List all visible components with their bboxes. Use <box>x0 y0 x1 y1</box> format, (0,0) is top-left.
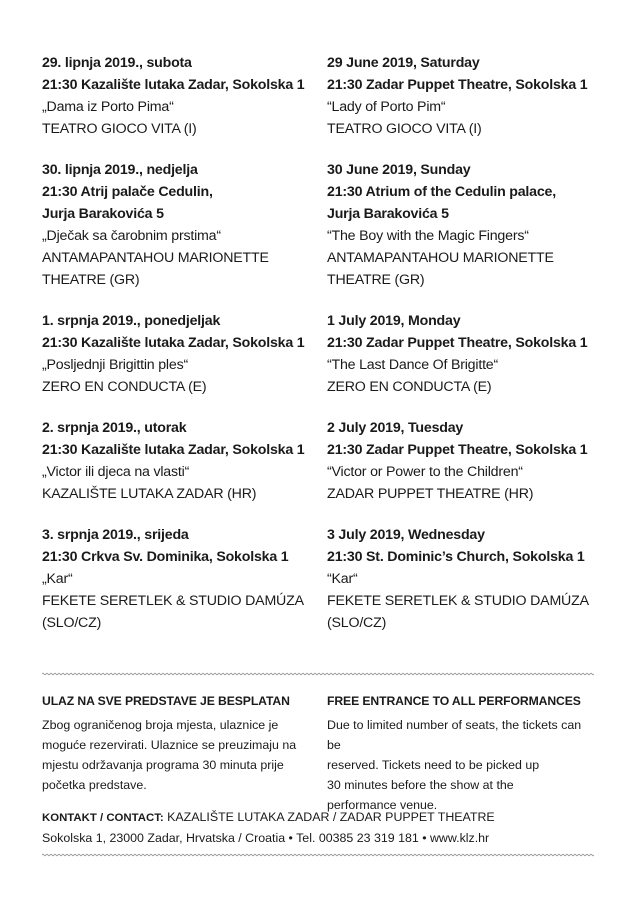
info-line-hr: početka predstave. <box>42 778 147 792</box>
info-line-hr: moguće rezervirati. Ulaznice se preuzimaju na <box>42 738 297 752</box>
event-company: TEATRO GIOCO VITA (I) <box>42 121 197 137</box>
event-title: “Lady of Porto Pim“ <box>327 99 446 115</box>
event-title: „Victor ili djeca na vlasti“ <box>42 464 190 480</box>
event-time-venue: 21:30 Atrium of the Cedulin palace, <box>327 184 556 200</box>
info-body-en <box>327 715 597 815</box>
event-time-venue: Jurja Barakovića 5 <box>327 206 449 222</box>
event-time-venue: 21:30 Kazalište lutaka Zadar, Sokolska 1 <box>42 77 305 93</box>
event-company: TEATRO GIOCO VITA (I) <box>327 121 482 137</box>
event-en-3 <box>327 310 617 398</box>
event-time-venue: 21:30 Kazalište lutaka Zadar, Sokolska 1 <box>42 335 305 351</box>
wavy-divider-top <box>42 672 594 676</box>
event-hr-5 <box>42 524 332 634</box>
schedule-croatian <box>42 52 332 653</box>
event-time-venue: 21:30 Kazalište lutaka Zadar, Sokolska 1 <box>42 442 305 458</box>
event-date: 3. srpnja 2019., srijeda <box>42 527 189 543</box>
event-company: ZADAR PUPPET THEATRE (HR) <box>327 486 534 502</box>
event-company: (SLO/CZ) <box>327 615 387 631</box>
event-time-venue: 21:30 Crkva Sv. Dominika, Sokolska 1 <box>42 549 289 565</box>
event-title: “The Boy with the Magic Fingers“ <box>327 228 529 244</box>
wavy-divider-bottom <box>42 853 594 857</box>
free-entrance-english <box>327 691 597 815</box>
event-company: KAZALIŠTE LUTAKA ZADAR (HR) <box>42 486 257 502</box>
info-line-en: performance venue. <box>327 798 438 812</box>
event-company: ANTAMAPANTAHOU MARIONETTE <box>42 250 269 266</box>
event-company: ZERO EN CONDUCTA (E) <box>327 379 492 395</box>
event-time-venue: 21:30 St. Dominic’s Church, Sokolska 1 <box>327 549 585 565</box>
event-title: “Victor or Power to the Children“ <box>327 464 523 480</box>
event-time-venue: 21:30 Atrij palače Cedulin, <box>42 184 213 200</box>
info-line-hr: mjestu održavanja programa 30 minuta prije <box>42 758 284 772</box>
event-en-4 <box>327 417 617 505</box>
event-date: 2 July 2019, Tuesday <box>327 420 464 436</box>
event-title: “Kar“ <box>327 571 358 587</box>
event-hr-3 <box>42 310 332 398</box>
event-date: 1 July 2019, Monday <box>327 313 461 329</box>
event-company: ZERO EN CONDUCTA (E) <box>42 379 207 395</box>
event-en-1 <box>327 52 617 140</box>
info-line-en: 30 minutes before the show at the <box>327 778 514 792</box>
event-company: ANTAMAPANTAHOU MARIONETTE <box>327 250 554 266</box>
event-time-venue: 21:30 Zadar Puppet Theatre, Sokolska 1 <box>327 77 588 93</box>
event-title: „Dječak sa čarobnim prstima“ <box>42 228 221 244</box>
info-heading-en: FREE ENTRANCE TO ALL PERFORMANCES <box>327 694 581 708</box>
contact-block <box>42 807 495 848</box>
schedule-english <box>327 52 617 653</box>
event-company: THEATRE (GR) <box>42 272 140 288</box>
info-line-en: Due to limited number of seats, the tickets can be <box>327 718 582 752</box>
event-title: „Dama iz Porto Pima“ <box>42 99 174 115</box>
event-date: 29. lipnja 2019., subota <box>42 55 192 71</box>
event-title: „Posljednji Brigittin ples“ <box>42 357 188 373</box>
free-entrance-croatian <box>42 691 312 795</box>
event-company: (SLO/CZ) <box>42 615 102 631</box>
event-hr-2 <box>42 159 332 291</box>
event-time-venue: 21:30 Zadar Puppet Theatre, Sokolska 1 <box>327 335 588 351</box>
contact-org: KAZALIŠTE LUTAKA ZADAR / ZADAR PUPPET THEATRE <box>163 810 495 824</box>
event-time-venue: Jurja Barakovića 5 <box>42 206 164 222</box>
info-line-en: reserved. Tickets need to be picked up <box>327 758 540 772</box>
info-body-hr <box>42 715 312 795</box>
info-line-hr: Zbog ograničenog broja mjesta, ulaznice je <box>42 718 279 732</box>
event-date: 2. srpnja 2019., utorak <box>42 420 187 436</box>
event-date: 30 June 2019, Sunday <box>327 162 471 178</box>
event-company: FEKETE SERETLEK & STUDIO DAMÚZA <box>42 593 304 609</box>
event-en-2 <box>327 159 617 291</box>
event-hr-4 <box>42 417 332 505</box>
event-time-venue: 21:30 Zadar Puppet Theatre, Sokolska 1 <box>327 442 588 458</box>
event-title: “The Last Dance Of Brigitte“ <box>327 357 499 373</box>
event-title: „Kar“ <box>42 571 73 587</box>
event-date: 30. lipnja 2019., nedjelja <box>42 162 198 178</box>
info-heading-hr: ULAZ NA SVE PREDSTAVE JE BESPLATAN <box>42 694 290 708</box>
contact-address: Sokolska 1, 23000 Zadar, Hrvatska / Croatia • Tel. 00385 23 319 181 • www.klz.hr <box>42 831 490 845</box>
event-company: FEKETE SERETLEK & STUDIO DAMÚZA <box>327 593 589 609</box>
event-en-5 <box>327 524 617 634</box>
event-date: 3 July 2019, Wednesday <box>327 527 485 543</box>
event-company: THEATRE (GR) <box>327 272 425 288</box>
event-date: 29 June 2019, Saturday <box>327 55 480 71</box>
event-hr-1 <box>42 52 332 140</box>
contact-label: KONTAKT / CONTACT: <box>42 812 164 824</box>
event-date: 1. srpnja 2019., ponedjeljak <box>42 313 221 329</box>
